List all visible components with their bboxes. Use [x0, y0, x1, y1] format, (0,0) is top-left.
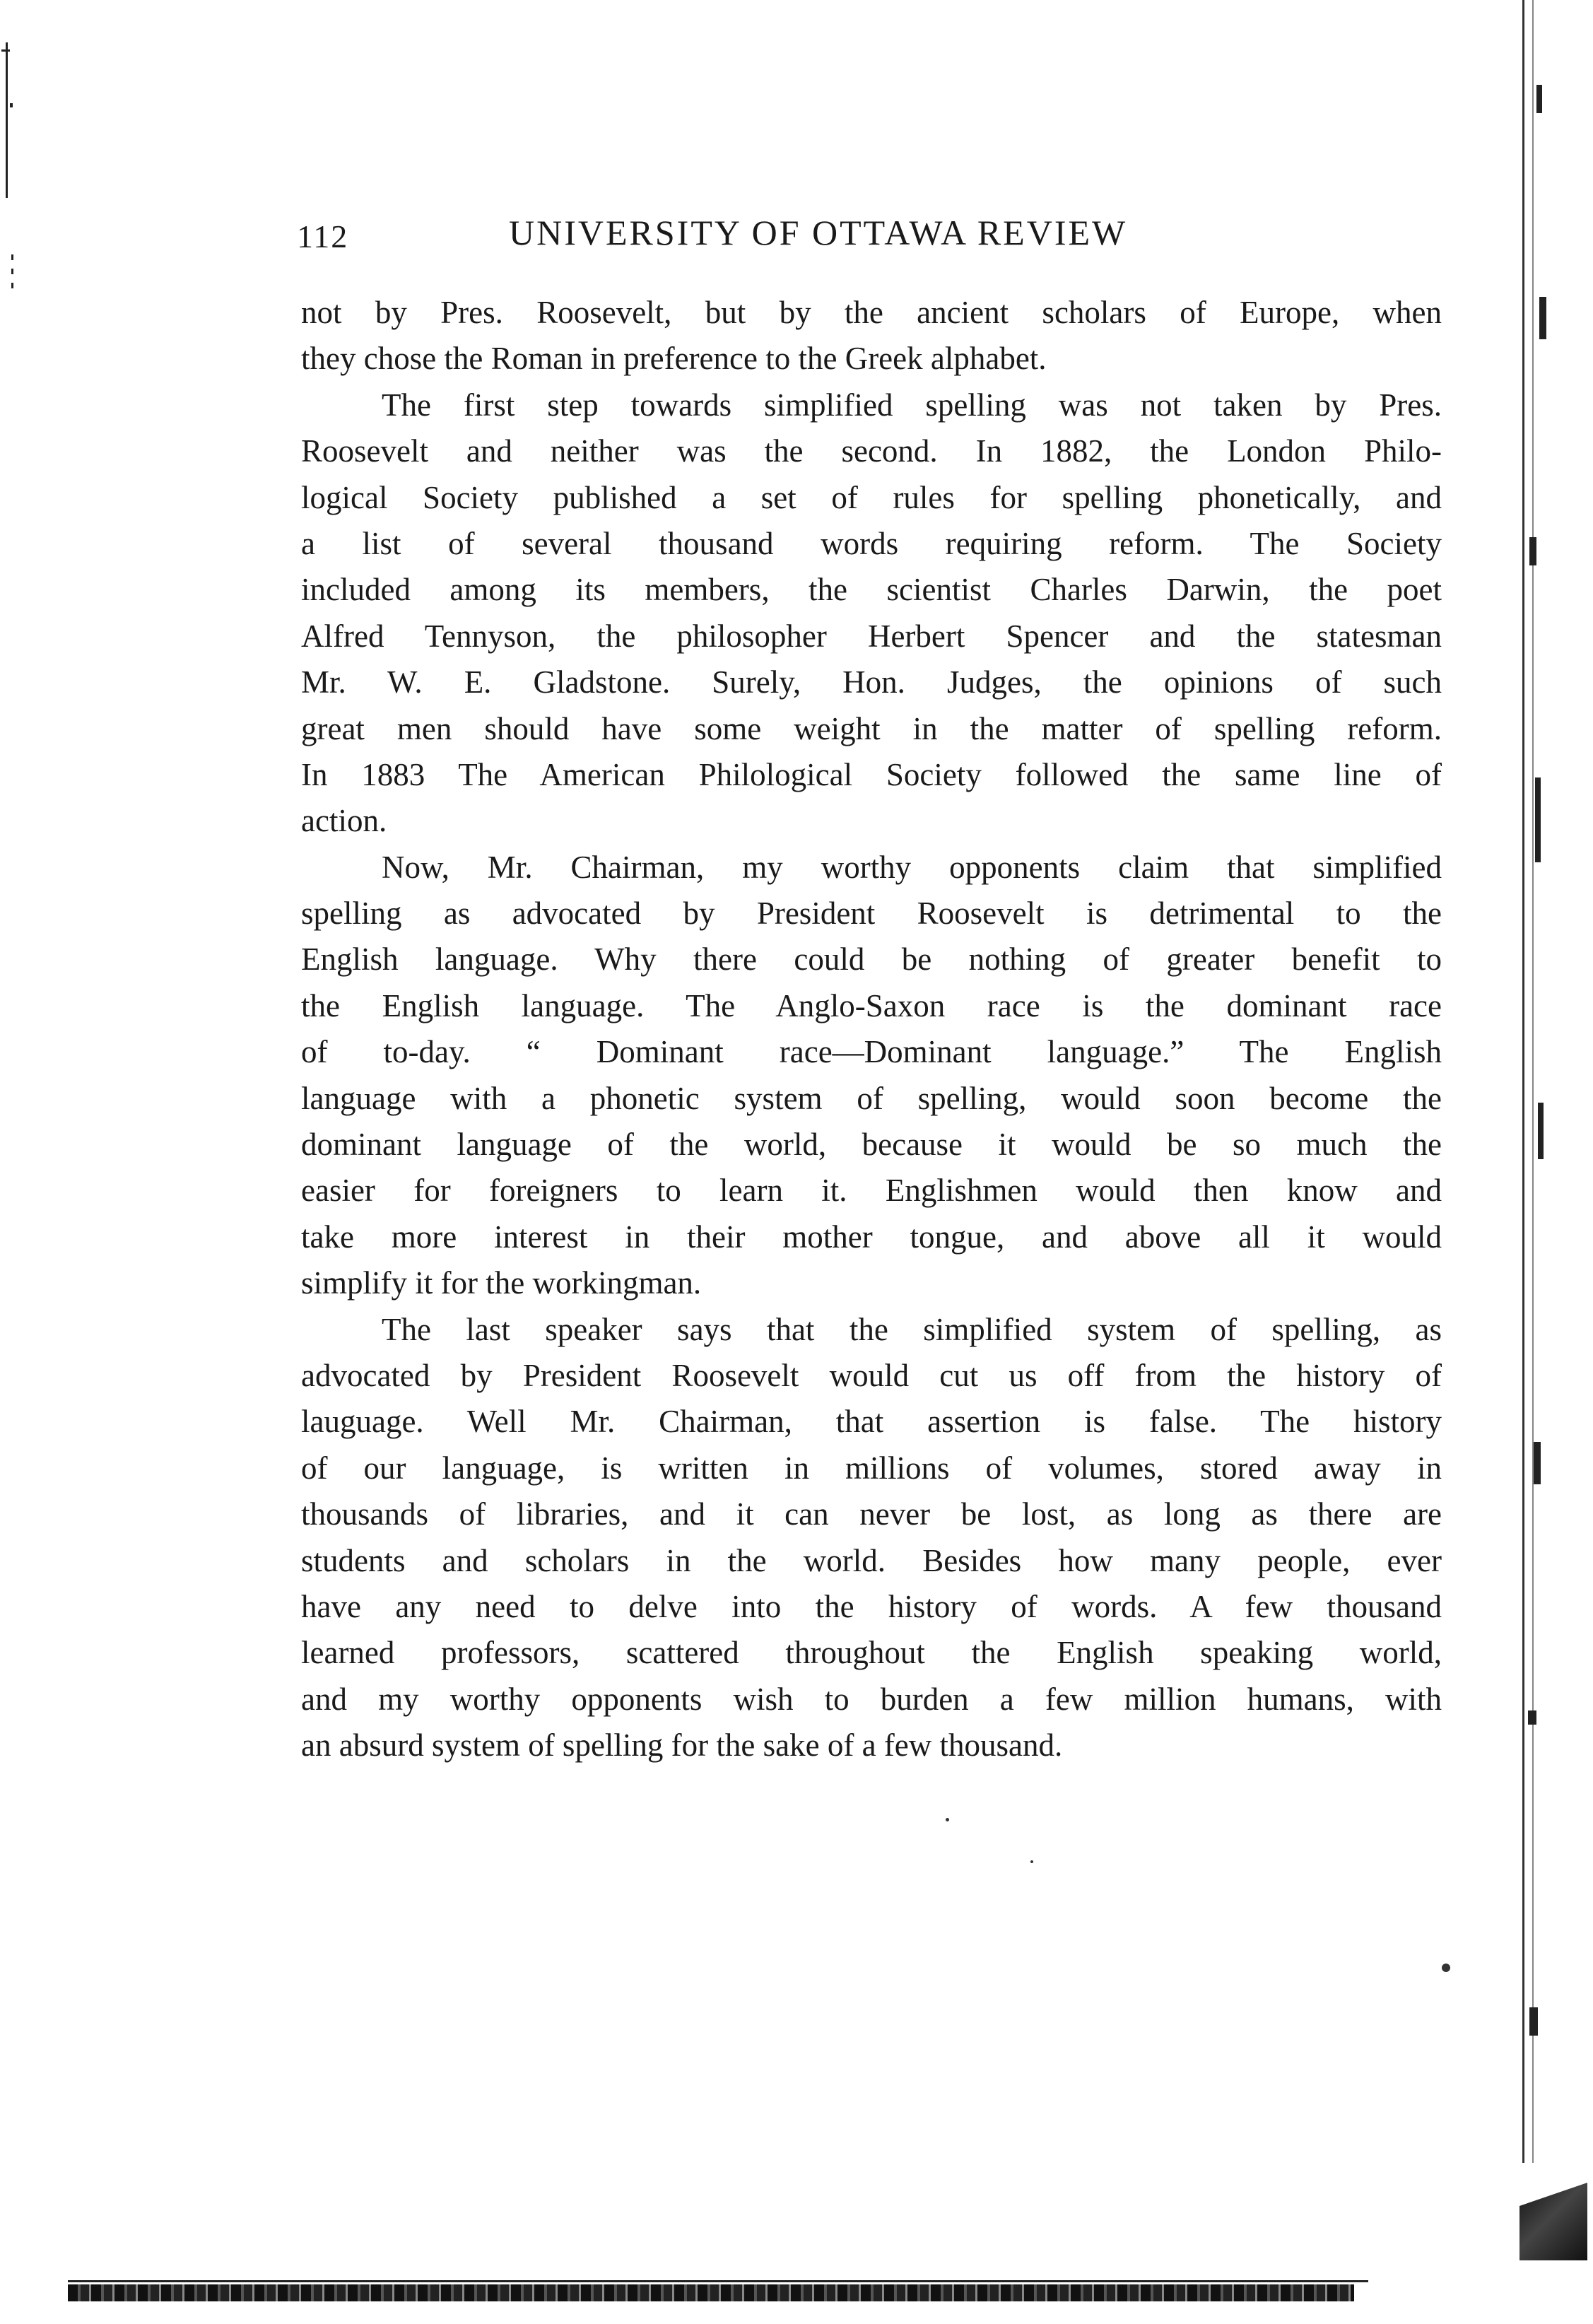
left-gutter-marks: [0, 42, 17, 297]
text-line: of to-day. “ Dominant race—Dominant language.” The English: [301, 1034, 1442, 1070]
right-binding-edge: [1508, 0, 1593, 2324]
text-line: English language. Why there could be nothing of greater benefit to: [301, 941, 1442, 978]
text-line: included among its members, the scientist Charles Darwin, the poet: [301, 572, 1442, 608]
text-line: easier for foreigners to learn it. Englishmen would then know and: [301, 1173, 1442, 1209]
text-line: Alfred Tennyson, the philosopher Herbert Spencer and the statesman: [301, 618, 1442, 654]
binding-shadow: [1519, 2183, 1587, 2260]
text-line: Roosevelt and neither was the second. In 1882, the London Philo-: [301, 433, 1442, 469]
text-line: language with a phonetic system of spelling, would soon become the: [301, 1080, 1442, 1116]
page-number: 112: [297, 218, 349, 254]
text-line: In 1883 The American Philological Society followed the same line of: [301, 756, 1442, 792]
text-line: Now, Mr. Chairman, my worthy opponents claim that simplified: [382, 849, 1442, 885]
text-line: an absurd system of spelling for the sake of a few thousand.: [301, 1727, 1063, 1763]
text-line: thousands of libraries, and it can never be lost, as long as there are: [301, 1496, 1442, 1532]
text-line: they chose the Roman in preference to the Greek alphabet.: [301, 341, 1047, 377]
text-line: not by Pres. Roosevelt, but by the ancient scholars of Europe, when: [301, 295, 1442, 330]
text-line: have any need to delve into the history of words. A few thousand: [301, 1588, 1442, 1624]
text-line: simplify it for the workingman.: [301, 1265, 702, 1301]
bottom-scan-band: [68, 2284, 1354, 2301]
text-line: a list of several thousand words requiring reform. The Society: [301, 525, 1442, 561]
journal-title: UNIVERSITY OF OTTAWA REVIEW: [509, 213, 1128, 252]
text-line: logical Society published a set of rules for spelling phonetically, and: [301, 479, 1442, 515]
text-line: spelling as advocated by President Roosevelt is detrimental to the: [301, 896, 1442, 932]
text-line: students and scholars in the world. Besides how many people, ever: [301, 1542, 1442, 1578]
text-line: and my worthy opponents wish to burden a few million humans, with: [301, 1681, 1442, 1717]
article-body: [301, 290, 1442, 1769]
text-line: The last speaker says that the simplified system of spelling, as: [382, 1311, 1442, 1347]
running-head: [297, 212, 1442, 269]
bottom-rule: [68, 2280, 1368, 2282]
text-line: advocated by President Roosevelt would cut us off from the history of: [301, 1357, 1442, 1393]
text-line: learned professors, scattered throughout the English speaking world,: [301, 1635, 1442, 1671]
text-line: take more interest in their mother tongue, and above all it would: [301, 1219, 1442, 1255]
text-line: Mr. W. E. Gladstone. Surely, Hon. Judges, the opinions of such: [301, 664, 1442, 700]
text-line: action.: [301, 803, 387, 839]
text-line: dominant language of the world, because it would be so much the: [301, 1127, 1442, 1163]
text-line: great men should have some weight in the matter of spelling reform.: [301, 710, 1442, 746]
text-line: the English language. The Anglo-Saxon race is the dominant race: [301, 987, 1442, 1023]
text-line: lauguage. Well Mr. Chairman, that assertion is false. The history: [301, 1404, 1442, 1440]
text-line: of our language, is written in millions of volumes, stored away in: [301, 1450, 1442, 1486]
text-line: The first step towards simplified spelling was not taken by Pres.: [382, 387, 1442, 423]
